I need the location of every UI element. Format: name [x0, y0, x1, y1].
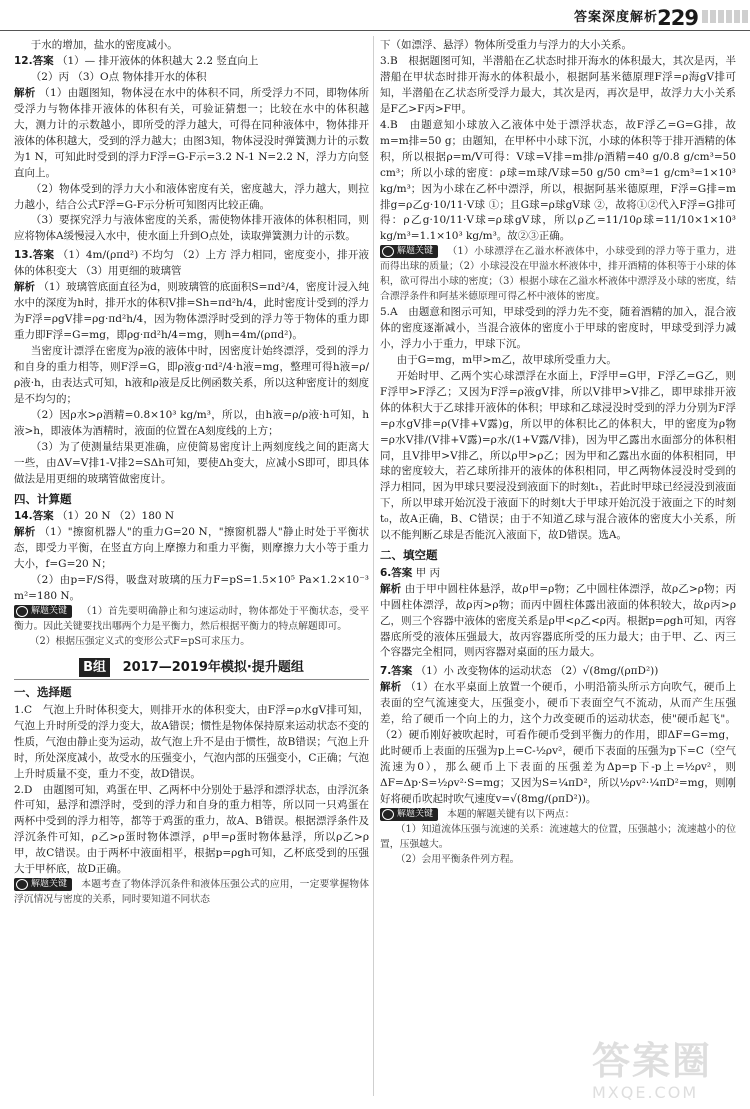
analysis-label: 解析	[14, 86, 36, 99]
key-note	[380, 245, 736, 305]
analysis-label: 解析	[14, 281, 36, 294]
key-badge-label: 解题关键	[31, 878, 68, 889]
key-text-2: （2）根据压强定义式的变形公式F=pS可求压力。	[29, 635, 251, 647]
answer-label: 14.答案	[14, 510, 54, 523]
choice-2: 2.D 由题图可知，鸡蛋在甲、乙两杯中分别处于悬浮和漂浮状态，由浮沉条件可知，悬浮和漂浮时，受到的浮力和自身的重力相等，所以同一只鸡蛋在两杯中受到的浮力相等，都等于鸡蛋的重力，故A、B错误。根据漂浮条件及浮沉条件可知，ρ乙>ρ蛋时物体漂浮，ρ甲=ρ蛋时物体悬浮，所以ρ乙>ρ甲，故C错误。由于两杯中液面相平，根据p=ρgh可知，乙杯底受到的压强大于甲杯底，故D正确。	[14, 783, 369, 876]
analysis-text: （2）物体受到的浮力大小和液体密度有关，密度越大，浮力越大，则拉力越小，结合公式F浮=G-F示分析可知图丙比较正确。	[14, 182, 369, 211]
watermark-sub: MXQE.COM	[592, 1083, 699, 1102]
header-decoration	[702, 10, 750, 23]
watermark-main: 答案圈	[592, 1039, 713, 1083]
answer-text: （1）小 改变物体的运动状态 （2）√(8mg/(ρπD²))	[415, 665, 659, 678]
choice-3: 3.B 根据题图可知，半潜船在乙状态时排开海水的体积最大，其次是丙，半潜船在甲状态时排开海水的体积最小，根据阿基米德原理F浮=ρ海gV排可知，半潜船在乙状态所受浮力最大，其次是丙，再次是甲，故浮力大小关系是F乙>F丙>F甲。	[380, 54, 736, 115]
key-note	[380, 808, 736, 823]
analysis-text: （1）在水平桌面上放置一个硬币，小明沿箭头所示方向吹气，硬币上表面的空气流速变大，压强变小，硬币下表面空气不流动，从而产生压强差，给了硬币一个向上的力，这个力改变硬币的运动状态，使"硬币起飞"。（2）硬币刚好被吹起时，可看作硬币受到平衡力的作用，即ΔF=G=mg，此时硬币上表面的压强为p上=C-½ρv²，硬币下表面的压强为p下=C（空气流速为0），那么硬币上下表面的压强差为Δp=p下-p上=½ρv²，则ΔF=Δp·S=½ρv²·S=mg；又因为S=¼πD²，所以½ρv²·¼πD²=mg，则刚好将硬币吹起时吹气速度v=√(8mg/(ρπD²))。	[380, 681, 736, 806]
analysis-text: （3）为了使测量结果更准确，应使简易密度计上两刻度线之间的距离大一些，由ΔV=V排1-V排2=SΔh可知，要使Δh变大，应减小S即可，即具体做法是用更细的玻璃管做密度计。	[14, 440, 369, 485]
header-divider	[0, 30, 750, 31]
key-text: （1）首先要明确静止和匀速运动时，物体都处于平衡状态，受平衡力。因此关键要找出哪两个力是平衡力，然后根据平衡力的特点解题即可。	[14, 605, 369, 632]
text-line: 下（如漂浮、悬浮）物体所受重力与浮力的大小关系。	[380, 39, 632, 51]
analysis-label: 解析	[380, 582, 402, 595]
answer-text: （1）4m/(ρπd²) 不均匀 （2）上方 浮力相同，密度变小，排开液体的体积变大 （3）用更细的玻璃管	[14, 249, 369, 278]
section-title: 答案深度解析	[573, 10, 658, 25]
key-badge	[14, 605, 72, 618]
analysis-text: 由于甲中圆柱体悬浮，故ρ甲=ρ物；乙中圆柱体漂浮，故ρ乙>ρ物；丙中圆柱体漂浮，故ρ丙>ρ物；而丙中圆柱体露出液面的体积较大，故ρ丙>ρ乙，则三个容器中液体的密度关系是ρ甲<ρ乙<ρ丙。根据p=ρgh可知，丙容器底所受的液体压强最大，故丙容器底所受的压力最大；由于甲、乙、丙三个容器完全相同，则丙容器对桌面的压力最大。	[380, 582, 736, 659]
key-text: 本题的解题关键有以下两点：	[447, 809, 575, 821]
lightbulb-icon	[382, 809, 394, 820]
right-column	[380, 38, 736, 868]
analysis-text: 开始时甲、乙两个实心球漂浮在水面上，F浮甲=G甲，F浮乙=G乙，则F浮甲>F浮乙；又因为F浮=ρ液gV排，所以V排甲>V排乙，即甲球排开液体的体积大于乙球排开液体的体积；甲球和乙球浸没时受到的浮力分别为F浮=ρ水gV排=ρ(V排+V露)g，所以甲的体积比乙的体积大，甲的密度为ρ物=ρ水V排/(V排+V露)=ρ水/(1+V露/V排)，因为甲乙露出水面部分的体积相同，且V排甲>V排乙，所以ρ甲>ρ乙；因为甲和乙露出水面的体积相同，甲球的密度较大，若乙球所排开的液体的体积相同，甲乙两物体浸没时受到的浮力相同，因为甲球只要浸没到液面下的时刻t₁，若此时甲球已经浸没到液面下，所以甲球开始沉没于液面下的时刻t大于甲球开始沉没于液面之下的时刻t₀，故A正确，B、C错误；由于不知道乙球与混合液体的密度大小关系，所以不能判断乙球是否能沉入液面下，故D错误。选A。	[380, 369, 736, 542]
text-line: 于水的增加，盐水的密度减小。	[30, 39, 178, 51]
left-column	[14, 38, 369, 908]
choice-1: 1.C 气泡上升时体积变大，则排开水的体积变大，由F浮=ρ水gV排可知，气泡上升时所受的浮力变大，故A错误；惯性是物体保持原来运动状态不变的性质，气泡由静止变为运动，故气泡上升不是由于惯性，故B错误；气泡上升时，所处深度减小，故受水的压强变小，气泡内部的压强变小，C正确；气泡上升时质量不变，重力不变，故D错误。	[14, 703, 369, 780]
lightbulb-icon	[16, 879, 28, 890]
answer-6	[380, 566, 736, 582]
key-badge	[380, 245, 438, 258]
page-number: 229	[657, 6, 698, 30]
lightbulb-icon	[382, 246, 394, 257]
key-badge-label: 解题关键	[397, 246, 434, 257]
analysis-12	[14, 86, 369, 182]
key-badge	[14, 878, 72, 891]
key-badge-label: 解题关键	[31, 605, 68, 616]
analysis-text: 当密度计漂浮在密度为ρ液的液体中时，因密度计始终漂浮，受到的浮力和自身的重力相等，则F浮=G，即ρ液g·πd²/4·h液=mg，整理可得h液=ρ/ρ液·h，由表达式可知，h液和ρ液是反比例函数关系，所以这种密度计的刻度是不均匀的；	[14, 345, 369, 405]
lightbulb-icon	[16, 606, 28, 617]
analysis-text: （2）由p=F/S得，吸盘对玻璃的压力F=pS=1.5×10⁵ Pa×1.2×10⁻³ m²=180 N。	[14, 573, 369, 602]
section-heading: 四、计算题	[14, 491, 72, 506]
answer-text: （1）— 排开液体的体积越大 2.2 竖直向上	[56, 54, 259, 67]
answer-text: （1）20 N （2）180 N	[56, 510, 175, 523]
key-note	[14, 878, 369, 908]
answer-text: 甲 丙	[415, 566, 440, 579]
analysis-6	[380, 582, 736, 662]
choice-4: 4.B 由题意知小球放入乙液体中处于漂浮状态，故F浮乙=G=G排，故m=m排=50 g；由题知，在甲杯中小球下沉，小球的体积等于排开酒精的体积，所以根据ρ=m/V可得：V球=V排=m排/ρ酒精=40 g/0.8 g/cm³=50 cm³；所以小球的密度：ρ球=m球/V球=50 g/50 cm³=1 g/cm³=1×10³ kg/m³；因为小球在乙杯中漂浮，所以，根据阿基米德原理，F浮=G排=m排g=ρ乙g·10/11·V球 ①；且G球=ρ球gV球 ②，故将①②代入F浮=G排可得：ρ乙g·10/11·V球=ρ球gV球，所以ρ乙=11/10ρ球=11/10×1×10³ kg/m³=1.1×10³ kg/m³。故②③正确。	[380, 118, 736, 243]
page-header	[0, 0, 750, 30]
analysis-7	[380, 680, 736, 808]
key-badge-label: 解题关键	[397, 808, 434, 819]
group-tag: B组	[79, 658, 110, 678]
analysis-label: 解析	[380, 681, 402, 694]
answer-label: 7.答案	[380, 665, 413, 678]
analysis-text: （1）"擦窗机器人"的重力G=20 N，"擦窗机器人"静止时处于平衡状态，即受力平衡，在竖直方向上摩擦力和重力平衡，则摩擦力大小等于重力大小，f=G=20 N；	[14, 526, 370, 571]
analysis-text: （1）玻璃管底面直径为d，则玻璃管的底面积S=πd²/4，密度计浸入纯水中的深度为h时，排开水的体积V排=Sh=πd²h/4，此时密度计受到的浮力为F浮=ρgV排=ρg·πd²h/4，因为物体漂浮时受到的浮力等于物体的重力即重力即F浮=G=mg，即ρg·πd²h/4=mg，则h=4m/(ρπd²)。	[14, 281, 369, 342]
key-text: （1）小球漂浮在乙溢水杯液体中，小球受到的浮力等于重力，进而得出球的质量；（2）小球浸没在甲溢水杯液体中，排开酒精的体积等于小球的体积，欲可得出小球的密度；（3）根据小球在乙溢水杯液体中漂浮及小球的密度，结合漂浮条件和阿基米德原理可得乙杯中液体的密度。	[380, 246, 736, 303]
analysis-text: 由于G=mg，m甲>m乙，故甲球所受重力大。	[396, 353, 617, 366]
answer-label: 12.答案	[14, 54, 54, 67]
answer-14	[14, 509, 369, 525]
choice-5: 5.A 由题意和图示可知，甲球受到的浮力先不变，随着酒精的加入，混合液体的密度逐渐减小，当混合液体的密度小于甲球的密度时，甲球受到浮力减小，浮力小于重力，甲球下沉。	[380, 305, 736, 350]
analysis-text: （2）因ρ水>ρ酒精=0.8×10³ kg/m³，所以，由h液=ρ/ρ液·h可知，h液>h，即液体为酒精时，液面的位置在A刻度线的上方；	[14, 408, 369, 437]
watermark-logo	[592, 1041, 742, 1103]
group-title: 2017—2019年模拟·提升题组	[122, 659, 304, 675]
key-badge	[380, 808, 438, 821]
key-text: （2）会用平衡条件列方程。	[395, 853, 520, 865]
answer-text-2: （2）丙 （3）O点 物体排开水的体积	[30, 70, 207, 83]
analysis-text: （3）要探究浮力与液体密度的关系，需使物体排开液体的体积相同，则应将物体A缓慢浸入水中，使水面上升到O点处，读取弹簧测力计的示数。	[14, 214, 369, 243]
analysis-text: （1）由题图知，物体浸在水中的体积不同，所受浮力不同，即物体所受浮力与物体排开液体的体积有关，可验证猜想一；比较在水中的体积越大，测力计的示数越小，即所受的浮力越大，可得在同种液体中，物体排开液体的体积越大，受到的浮力越大；由图3知，物体浸没时弹簧测力计的示数为1 N，可知此时受到的浮力F浮=G-F示=3.2 N-1 N=2.2 N，浮力方向竖直向上。	[14, 86, 370, 179]
group-heading	[14, 658, 369, 681]
answer-12	[14, 54, 369, 70]
section-heading: 一、选择题	[14, 685, 72, 700]
section-heading: 二、填空题	[380, 548, 438, 563]
analysis-label: 解析	[14, 526, 36, 539]
key-text: （1）知道流体压强与流速的关系：流速越大的位置，压强越小；流速越小的位置，压强越大。	[380, 823, 736, 850]
answer-label: 13.答案	[14, 249, 55, 262]
column-divider	[373, 36, 374, 1096]
answer-13	[14, 248, 369, 280]
answer-label: 6.答案	[380, 566, 413, 579]
key-text: 本题考查了物体浮沉条件和液体压强公式的应用，一定要掌握物体浮沉情况与密度的关系，同时要知道不同状态	[14, 879, 369, 906]
key-note	[14, 605, 369, 635]
analysis-13	[14, 280, 369, 344]
analysis-14	[14, 525, 369, 573]
answer-7	[380, 664, 736, 680]
